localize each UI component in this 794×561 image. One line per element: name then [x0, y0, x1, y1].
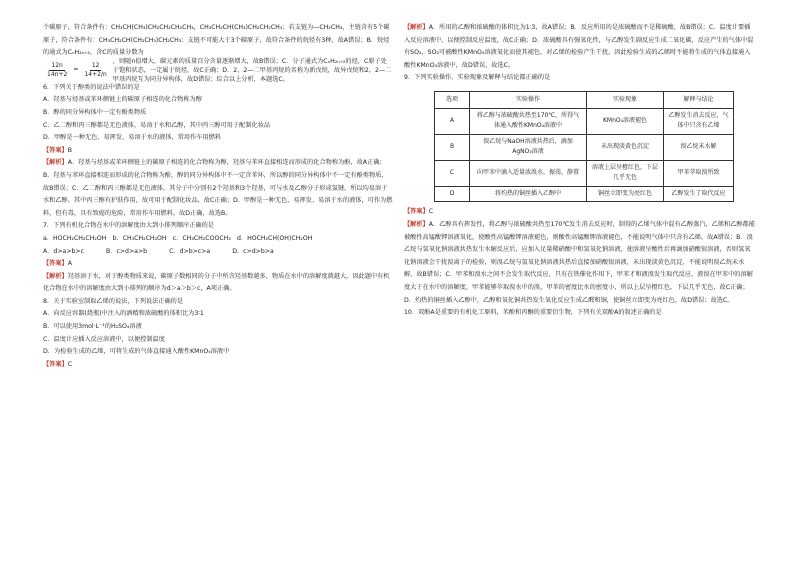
- q7-option-a: A．d>a>b>c: [43, 247, 85, 255]
- table-row: A 将乙醇与浓硫酸共热至170℃，所得气体通入酸性KMnO₄溶液中 KMnO₄溶液褪色 乙醇发生消去反应，气体中只含有乙烯: [435, 108, 734, 134]
- table-row: C 向甲苯中滴入适量浓溴水，振荡，静置 溶液上层呈橙红色，下层几乎无色 甲苯萃取溴所致: [435, 160, 734, 186]
- q7-answer: 【答案】A: [43, 260, 72, 268]
- left-column: [43, 22, 393, 371]
- right-column: [404, 22, 756, 320]
- q9-table: [434, 91, 734, 203]
- table-row: D 将灼热的铜丝插入乙醇中 铜丝立即变为亮红色 乙醇发生了取代反应: [435, 186, 734, 202]
- q7-option-c: C．d>b>c>a: [169, 247, 211, 255]
- q7-explanation: 【解析】羟基溶于水，对于醇类物质来说，碳原子数相同的分子中所含羟基数越多，物质在水中的溶解度就越大，因此题中有机化合物在水中的溶解度由大到小排列的顺序为d＞a＞b＞c，A项正确。: [43, 272, 390, 293]
- q7-items: a．HOCH₂CH₂CH₂OH b．CH₃CH₂CH₂OH c．CH₃CH₂COOCH₃ d．HOCH₂CH(OH)CH₂OH: [43, 234, 313, 242]
- q8-option-d: D．为检验生成的乙烯，可将生成的气体直接通入酸性KMnO₄溶液中: [43, 348, 230, 356]
- q6-stem: 6．下列关于醇类的说法中错误的是: [43, 83, 140, 91]
- q5-explanation-continued: 个碳原子，符合条件有：CH₃CH(CH₃)CH₂CH₂CH₂CH₃，CH₃CH₂CH(CH₃)CH₂CH₂CH₃；若支链为—CH₂CH₃，主链含有5个碳原子，符合条件有：CH₃CH₂CH(CH₂CH₃)CH₂CH₃；支链不可能大于3个碳原子，故符合条件的烷烃有3种，故A错误；B．烷烃的通式为CₙH₂ₙ₊₂，含C的质量分数为: [43, 24, 390, 57]
- fraction-1: $\frac{12n}{14n+2}$: [47, 62, 68, 79]
- carbon-fraction-formula: $\frac{12n}{14n+2}$ = $\frac{12}{14+2/n}$ ，则随n值增大，碳元素的质量百分含量逐渐增大，故B错误；C．分子通式为CₙH₂ₙ₊₂的烃，C原子处于饱和状态，一定属于烷烃，故C正确；D．2，2—二甲基丙烷的名称为新戊烷，故异戊烷和2，2—二甲基丙烷互为同分异构体，故D错误；综合以上分析，本题选C。: [47, 58, 392, 84]
- q7-options: [43, 246, 393, 259]
- header-phenomenon: 实验现象: [587, 91, 664, 108]
- q9-explanation: 【解析】A．乙醇具有挥发性，将乙醇与浓硫酸共热至170℃发生消去反应时，制得的乙烯气体中混有乙醇蒸汽，乙烯和乙醇都能被酸性高锰酸钾溶液氧化，使酸性高锰酸钾溶液褪色，则酸性高锰酸钾溶液褪色，不能说明气体中只含有乙烯，故A错误；B．溴乙烷与氢氧化钠溶液共热发生水解反应后，应加入足量稀硝酸中和氢氧化钠溶液，使溶液呈酸性后再滴加硝酸银溶液，否则氢氧化钠溶液会干扰溴离子的检验，则溴乙烷与氢氧化钠溶液共热后直接加硝酸银溶液，未出现淡黄色沉淀，不能说明溴乙烷未水解，故B错误；C．甲苯和溴水之间不会发生取代反应，只有在铁催化作用下，甲苯才和液溴发生取代反应，液溴在甲苯中的溶解度大于在水中的溶解度，甲苯能够萃取溴水中的溴，甲苯的密度比水的密度小，所以上层呈橙红色，下层几乎无色，故C正确；D．灼热的铜丝插入乙醇中，乙醇和氧化铜共热发生氧化反应生成乙醛和铜，使铜丝立即变为亮红色，故D错误；故选C。: [404, 221, 755, 304]
- q7-option-b: B．c>d>a>b: [106, 247, 148, 255]
- table-row: B 溴乙烷与NaOH溶液共热后，滴加AgNO₃溶液 未出现淡黄色沉淀 溴乙烷未水解: [435, 134, 734, 160]
- q8-explanation: 【解析】A．所用的乙醇和浓硫酸的体积比为1∶3，故A错误；B．反应所用的是浓硫酸而不是稀硫酸，故B错误；C．温度计要插入反应溶液中，以便控制反应温度，故C正确；D．浓硫酸具有强氧化性，与乙醇发生副反应生成二氧化碳，反应产生的气体中混有SO₂，SO₂可被酸性KMnO₄溶液氧化而使其褪色，对乙烯的检验产生干扰，因此检验生成的乙烯时不能将生成的气体直接通入酸性KMnO₄溶液中，故D错误，故选C。: [404, 24, 754, 69]
- q7-stem: 7．下列有机化合物在水中的溶解度由大到小排列顺序正确的是: [43, 222, 214, 230]
- q8-option-a: A．向反应容器(烧瓶)中注入的酒精和浓硫酸的体积比为3∶1: [43, 310, 204, 318]
- q8-option-b: B．可以使用3mol·L⁻¹的H₂SO₄溶液: [43, 323, 142, 331]
- q9-stem: 9．下列实验操作、实验现象及解释与结论都正确的是: [404, 74, 551, 82]
- table-header-row: [435, 91, 734, 108]
- q10-stem: 10．双酚A是重要的有机化工原料，苯酚和丙酮的重要衍生物，下列有关双酚A的叙述正确的是: [404, 309, 662, 317]
- q9-answer: 【答案】C: [404, 208, 434, 216]
- header-conclusion: 解释与结论: [664, 91, 734, 108]
- header-option: 选项: [435, 91, 470, 108]
- q8-answer: 【答案】C: [43, 360, 73, 368]
- q8-stem: 8．关于实验室制取乙烯的说法，下列说法正确的是: [43, 297, 184, 305]
- q6-option-b: B．醇的同分异构体中一定有酚类物质: [43, 108, 147, 116]
- q6-answer: 【答案】B: [43, 146, 72, 154]
- q6-option-a: A．羟基与烃基或苯环侧链上的碳原子相连的化合物称为醇: [43, 96, 202, 104]
- q6-explanation: 【解析】A．羟基与烃基或苯环侧链上的碳原子相连的化合物称为醇，羟基与苯环直接相连而形成的化合物称为酚，故A正确；B．羟基与苯环直接相连而形成的化合物称为酚，醇的同分异构体中不一定含苯环，所以醇的同分异构体中不一定有酚类物质，故B错误；C．乙二醇和丙三醇都是无色液体，其分子中分别有2个羟基和3个羟基，可与水及乙醇分子形成氢键，所以均易溶于水和乙醇，其中丙三醇有护肤作用，故可用于配制化妆品，故C正确；D．甲醇是一种无色、易挥发、易溶于水的液体，可作为燃料，但有毒，具有致癌的危险，常用作车用燃料，故D正确，故选B。: [43, 159, 393, 217]
- q5-explanation-tail: ，则随n值增大，碳元素的质量百分含量逐渐增大，故B错误；C．分子通式为CₙH₂ₙ₊₂的烃，C原子处于饱和状态，一定属于烷烃，故C正确；D．2，2—二甲基丙烷的名称为新戊烷，故异戊烷和2，2—二甲基丙烷互为同分异构体，故D错误；综合以上分析，本题选C。: [112, 58, 392, 84]
- header-operation: 实验操作: [470, 91, 587, 108]
- q7-option-d: D．c>d>b>a: [232, 247, 274, 255]
- q6-option-d: D．甲醇是一种无色、易挥发、易溶于水的液体，常用作车用燃料: [43, 134, 222, 142]
- fraction-2: $\frac{12}{14+2/n}$: [84, 62, 107, 79]
- q8-option-c: C．温度计应插入反应溶液中，以便控制温度: [43, 335, 165, 343]
- q6-option-c: C．乙二醇和丙三醇都是无色液体，易溶于水和乙醇，其中丙三醇可用于配制化妆品: [43, 121, 271, 129]
